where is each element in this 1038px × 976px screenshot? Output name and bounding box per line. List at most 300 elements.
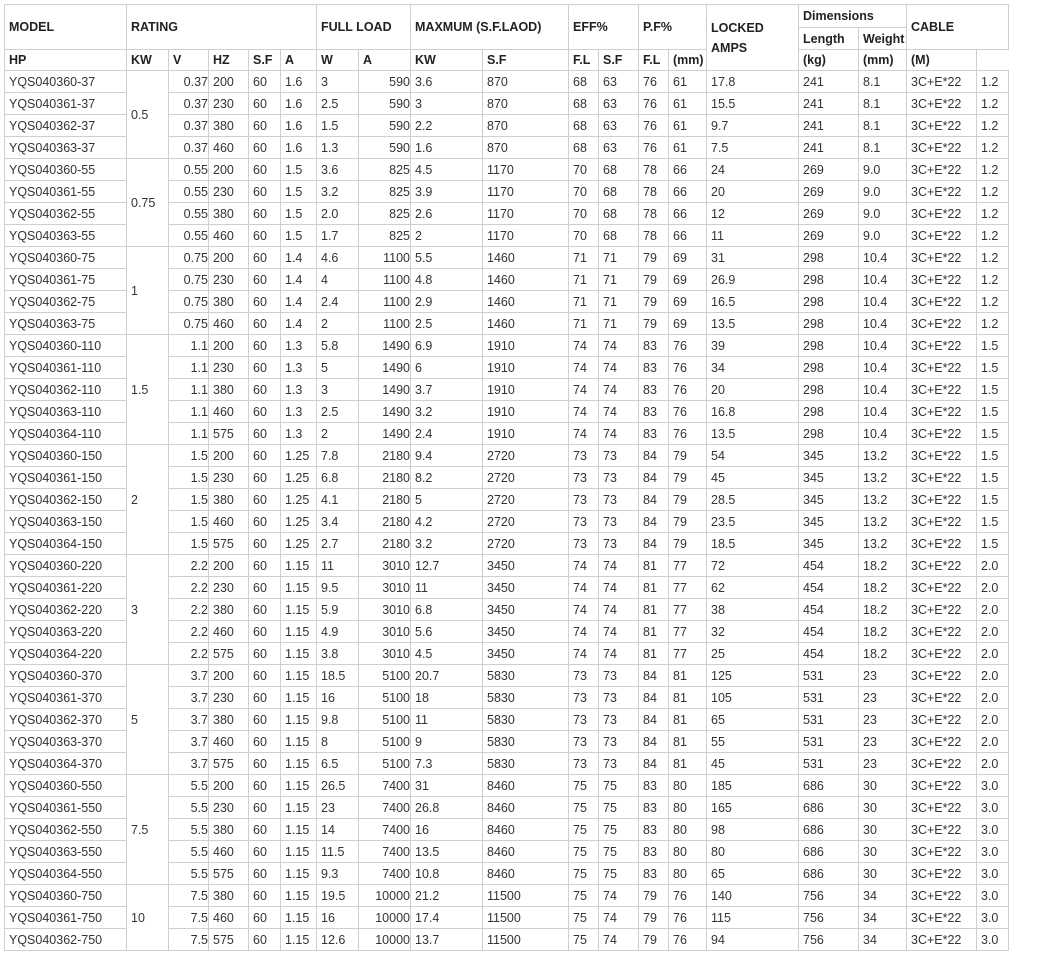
cell-pf-sf: 81: [639, 555, 669, 577]
cell-v: 460: [209, 137, 249, 159]
cell-model: YQS040363-110: [5, 401, 127, 423]
cell-fl-w: 1100: [359, 269, 411, 291]
cell-eff-sf: 70: [569, 159, 599, 181]
cell-kw: 3.7: [169, 731, 209, 753]
cell-max-a: 7.3: [411, 753, 483, 775]
cell-eff-sf: 75: [569, 863, 599, 885]
cell-v: 460: [209, 907, 249, 929]
cell-cable-mm: 3C+E*22: [907, 115, 977, 137]
cell-weight: 8.1: [859, 115, 907, 137]
cell-max-kw: 1460: [483, 313, 569, 335]
cell-eff-sf: 74: [569, 621, 599, 643]
cell-length: 454: [799, 599, 859, 621]
cell-max-kw: 1460: [483, 247, 569, 269]
cell-sf: 1.3: [281, 357, 317, 379]
cell-cable-mm: 3C+E*22: [907, 203, 977, 225]
cell-fl-w: 3010: [359, 643, 411, 665]
cell-kw: 0.37: [169, 115, 209, 137]
cell-hz: 60: [249, 621, 281, 643]
cell-max-kw: 2720: [483, 467, 569, 489]
cell-hz: 60: [249, 379, 281, 401]
cell-locked-amps: 13.5: [707, 423, 799, 445]
cell-max-kw: 3450: [483, 577, 569, 599]
cell-eff-sf: 73: [569, 665, 599, 687]
cell-pf-fl: 79: [669, 489, 707, 511]
cell-locked-amps: 45: [707, 467, 799, 489]
cell-eff-sf: 74: [569, 357, 599, 379]
cell-weight: 9.0: [859, 181, 907, 203]
cell-cable-m: 3.0: [977, 863, 1009, 885]
cell-pf-fl: 81: [669, 665, 707, 687]
cell-length: 531: [799, 709, 859, 731]
cell-locked-amps: 16.5: [707, 291, 799, 313]
cell-pf-sf: 81: [639, 621, 669, 643]
cell-cable-mm: 3C+E*22: [907, 555, 977, 577]
cell-length: 269: [799, 225, 859, 247]
cell-pf-fl: 81: [669, 687, 707, 709]
cell-cable-m: 1.2: [977, 225, 1009, 247]
cell-model: YQS040362-75: [5, 291, 127, 313]
cell-pf-sf: 83: [639, 775, 669, 797]
cell-kw: 0.55: [169, 159, 209, 181]
cell-eff-fl: 75: [599, 797, 639, 819]
cell-fl-w: 1100: [359, 313, 411, 335]
cell-eff-sf: 73: [569, 687, 599, 709]
cell-length: 686: [799, 863, 859, 885]
subheader-hp: HP: [5, 50, 127, 71]
cell-pf-fl: 81: [669, 753, 707, 775]
subheader-max-kw: KW: [411, 50, 483, 71]
cell-fl-a: 6.5: [317, 753, 359, 775]
subheader-length-mm: (mm): [669, 50, 707, 71]
cell-weight: 23: [859, 709, 907, 731]
cell-locked-amps: 25: [707, 643, 799, 665]
cell-length: 298: [799, 357, 859, 379]
cell-model: YQS040360-37: [5, 71, 127, 93]
cell-cable-mm: 3C+E*22: [907, 467, 977, 489]
cell-weight: 10.4: [859, 379, 907, 401]
cell-v: 460: [209, 225, 249, 247]
cell-pf-sf: 83: [639, 863, 669, 885]
cell-sf: 1.15: [281, 621, 317, 643]
cell-locked-amps: 16.8: [707, 401, 799, 423]
cell-max-kw: 1910: [483, 379, 569, 401]
cell-weight: 34: [859, 885, 907, 907]
cell-max-kw: 1170: [483, 225, 569, 247]
cell-model: YQS040361-75: [5, 269, 127, 291]
cell-eff-fl: 73: [599, 489, 639, 511]
cell-sf: 1.5: [281, 225, 317, 247]
cell-eff-fl: 73: [599, 687, 639, 709]
cell-cable-m: 1.2: [977, 181, 1009, 203]
cell-fl-a: 3: [317, 71, 359, 93]
cell-length: 531: [799, 665, 859, 687]
cell-fl-w: 3010: [359, 599, 411, 621]
cell-eff-sf: 73: [569, 467, 599, 489]
cell-pf-fl: 79: [669, 533, 707, 555]
cell-kw: 1.5: [169, 511, 209, 533]
cell-eff-fl: 73: [599, 709, 639, 731]
cell-fl-w: 1490: [359, 357, 411, 379]
cell-eff-sf: 75: [569, 841, 599, 863]
cell-fl-w: 1490: [359, 335, 411, 357]
cell-pf-sf: 83: [639, 841, 669, 863]
subheader-v: V: [169, 50, 209, 71]
cell-eff-fl: 74: [599, 335, 639, 357]
cell-model: YQS040362-370: [5, 709, 127, 731]
cell-pf-fl: 66: [669, 181, 707, 203]
cell-model: YQS040360-75: [5, 247, 127, 269]
cell-model: YQS040362-55: [5, 203, 127, 225]
cell-hz: 60: [249, 335, 281, 357]
cell-fl-a: 4.6: [317, 247, 359, 269]
cell-pf-fl: 80: [669, 841, 707, 863]
cell-fl-w: 7400: [359, 797, 411, 819]
cell-max-kw: 8460: [483, 797, 569, 819]
cell-cable-m: 1.2: [977, 115, 1009, 137]
cell-fl-w: 2180: [359, 511, 411, 533]
cell-pf-fl: 80: [669, 819, 707, 841]
cell-cable-m: 2.0: [977, 643, 1009, 665]
cell-max-a: 4.5: [411, 643, 483, 665]
cell-locked-amps: 11: [707, 225, 799, 247]
cell-max-kw: 5830: [483, 687, 569, 709]
cell-kw: 2.2: [169, 577, 209, 599]
cell-pf-sf: 76: [639, 115, 669, 137]
cell-fl-w: 3010: [359, 621, 411, 643]
cell-pf-sf: 84: [639, 533, 669, 555]
cell-eff-sf: 70: [569, 181, 599, 203]
cell-cable-mm: 3C+E*22: [907, 313, 977, 335]
cell-kw: 1.1: [169, 335, 209, 357]
cell-length: 298: [799, 269, 859, 291]
cell-cable-m: 2.0: [977, 621, 1009, 643]
cell-fl-a: 3.6: [317, 159, 359, 181]
cell-max-kw: 5830: [483, 665, 569, 687]
cell-weight: 10.4: [859, 313, 907, 335]
cell-pf-fl: 76: [669, 885, 707, 907]
cell-hz: 60: [249, 313, 281, 335]
cell-fl-a: 2: [317, 423, 359, 445]
cell-fl-a: 1.5: [317, 115, 359, 137]
cell-max-a: 9: [411, 731, 483, 753]
cell-locked-amps: 23.5: [707, 511, 799, 533]
cell-length: 241: [799, 137, 859, 159]
cell-max-kw: 3450: [483, 599, 569, 621]
cell-hp: 0.75: [127, 159, 169, 247]
cell-eff-sf: 73: [569, 445, 599, 467]
cell-cable-mm: 3C+E*22: [907, 335, 977, 357]
cell-model: YQS040364-110: [5, 423, 127, 445]
cell-kw: 0.37: [169, 71, 209, 93]
cell-fl-w: 2180: [359, 467, 411, 489]
cell-fl-a: 16: [317, 687, 359, 709]
cell-fl-a: 2: [317, 313, 359, 335]
cell-model: YQS040363-550: [5, 841, 127, 863]
cell-cable-m: 2.0: [977, 555, 1009, 577]
cell-pf-sf: 78: [639, 181, 669, 203]
cell-cable-m: 1.2: [977, 159, 1009, 181]
cell-cable-mm: 3C+E*22: [907, 929, 977, 951]
cell-max-a: 3: [411, 93, 483, 115]
cell-hz: 60: [249, 687, 281, 709]
cell-hp: 0.5: [127, 71, 169, 159]
cell-max-a: 13.5: [411, 841, 483, 863]
cell-cable-m: 3.0: [977, 929, 1009, 951]
cell-hz: 60: [249, 401, 281, 423]
cell-hz: 60: [249, 225, 281, 247]
cell-fl-w: 5100: [359, 665, 411, 687]
cell-sf: 1.6: [281, 115, 317, 137]
cell-eff-fl: 75: [599, 863, 639, 885]
cell-v: 200: [209, 775, 249, 797]
cell-v: 200: [209, 335, 249, 357]
cell-pf-fl: 61: [669, 137, 707, 159]
cell-weight: 9.0: [859, 159, 907, 181]
cell-eff-fl: 74: [599, 907, 639, 929]
cell-cable-m: 1.5: [977, 533, 1009, 555]
cell-v: 200: [209, 247, 249, 269]
cell-fl-w: 825: [359, 159, 411, 181]
cell-max-kw: 3450: [483, 621, 569, 643]
cell-max-a: 11: [411, 577, 483, 599]
cell-cable-m: 2.0: [977, 709, 1009, 731]
cell-hp: 3: [127, 555, 169, 665]
cell-model: YQS040361-370: [5, 687, 127, 709]
cell-cable-m: 1.5: [977, 335, 1009, 357]
cell-hz: 60: [249, 555, 281, 577]
cell-fl-a: 3.4: [317, 511, 359, 533]
cell-length: 454: [799, 643, 859, 665]
cell-eff-fl: 75: [599, 775, 639, 797]
cell-model: YQS040363-370: [5, 731, 127, 753]
cell-eff-fl: 68: [599, 203, 639, 225]
cell-v: 380: [209, 379, 249, 401]
cell-cable-m: 1.2: [977, 203, 1009, 225]
cell-cable-mm: 3C+E*22: [907, 225, 977, 247]
cell-fl-w: 5100: [359, 709, 411, 731]
cell-eff-fl: 74: [599, 599, 639, 621]
cell-weight: 10.4: [859, 247, 907, 269]
cell-eff-sf: 75: [569, 907, 599, 929]
cell-eff-fl: 68: [599, 225, 639, 247]
cell-fl-a: 26.5: [317, 775, 359, 797]
cell-locked-amps: 18.5: [707, 533, 799, 555]
cell-hp: 1: [127, 247, 169, 335]
cell-v: 230: [209, 467, 249, 489]
cell-model: YQS040362-550: [5, 819, 127, 841]
cell-model: YQS040360-750: [5, 885, 127, 907]
cell-eff-sf: 68: [569, 93, 599, 115]
cell-max-a: 17.4: [411, 907, 483, 929]
cell-pf-sf: 79: [639, 929, 669, 951]
cell-fl-w: 825: [359, 203, 411, 225]
cell-cable-m: 1.5: [977, 489, 1009, 511]
cell-pf-sf: 83: [639, 797, 669, 819]
cell-eff-sf: 73: [569, 489, 599, 511]
cell-eff-fl: 68: [599, 181, 639, 203]
cell-max-a: 4.2: [411, 511, 483, 533]
cell-model: YQS040361-55: [5, 181, 127, 203]
cell-kw: 2.2: [169, 643, 209, 665]
cell-cable-m: 1.5: [977, 423, 1009, 445]
cell-fl-a: 4.9: [317, 621, 359, 643]
cell-eff-fl: 73: [599, 445, 639, 467]
cell-max-a: 3.2: [411, 533, 483, 555]
cell-v: 230: [209, 797, 249, 819]
cell-pf-fl: 77: [669, 577, 707, 599]
cell-cable-m: 2.0: [977, 687, 1009, 709]
cell-locked-amps: 26.9: [707, 269, 799, 291]
cell-eff-fl: 74: [599, 555, 639, 577]
cell-cable-m: 2.0: [977, 665, 1009, 687]
cell-max-a: 1.6: [411, 137, 483, 159]
cell-fl-w: 10000: [359, 929, 411, 951]
cell-cable-mm: 3C+E*22: [907, 379, 977, 401]
subheader-pf-sf: S.F: [599, 50, 639, 71]
cell-max-a: 16: [411, 819, 483, 841]
cell-max-kw: 3450: [483, 643, 569, 665]
header-eff: EFF%: [569, 5, 639, 50]
cell-sf: 1.15: [281, 687, 317, 709]
cell-pf-sf: 76: [639, 71, 669, 93]
cell-length: 531: [799, 687, 859, 709]
subheader-fl-w: W: [317, 50, 359, 71]
cell-eff-sf: 73: [569, 511, 599, 533]
cell-model: YQS040360-370: [5, 665, 127, 687]
cell-weight: 23: [859, 665, 907, 687]
cell-max-kw: 870: [483, 137, 569, 159]
cell-fl-a: 9.8: [317, 709, 359, 731]
cell-locked-amps: 55: [707, 731, 799, 753]
cell-model: YQS040361-750: [5, 907, 127, 929]
cell-model: YQS040360-550: [5, 775, 127, 797]
cell-pf-fl: 69: [669, 291, 707, 313]
cell-max-a: 4.5: [411, 159, 483, 181]
cell-v: 380: [209, 115, 249, 137]
cell-cable-mm: 3C+E*22: [907, 577, 977, 599]
cell-kw: 2.2: [169, 599, 209, 621]
cell-hz: 60: [249, 599, 281, 621]
cell-pf-fl: 76: [669, 929, 707, 951]
cell-pf-sf: 84: [639, 489, 669, 511]
cell-fl-w: 3010: [359, 577, 411, 599]
cell-sf: 1.15: [281, 577, 317, 599]
cell-pf-sf: 83: [639, 401, 669, 423]
cell-cable-m: 1.2: [977, 93, 1009, 115]
subheader-row: [5, 50, 1009, 71]
cell-max-kw: 2720: [483, 511, 569, 533]
cell-eff-fl: 73: [599, 753, 639, 775]
cell-hz: 60: [249, 247, 281, 269]
cell-hz: 60: [249, 797, 281, 819]
subheader-sf: S.F: [249, 50, 281, 71]
cell-max-kw: 2720: [483, 489, 569, 511]
cell-hz: 60: [249, 775, 281, 797]
cell-sf: 1.15: [281, 665, 317, 687]
cell-max-kw: 8460: [483, 775, 569, 797]
cell-max-a: 31: [411, 775, 483, 797]
cell-fl-a: 2.5: [317, 93, 359, 115]
cell-max-kw: 1170: [483, 159, 569, 181]
cell-v: 380: [209, 885, 249, 907]
table-row: [5, 445, 1009, 467]
cell-max-a: 2.2: [411, 115, 483, 137]
cell-pf-fl: 80: [669, 863, 707, 885]
cell-weight: 34: [859, 929, 907, 951]
cell-cable-mm: 3C+E*22: [907, 489, 977, 511]
cell-length: 298: [799, 423, 859, 445]
cell-fl-w: 2180: [359, 445, 411, 467]
cell-fl-a: 16: [317, 907, 359, 929]
subheader-max-a: A: [359, 50, 411, 71]
cell-model: YQS040363-37: [5, 137, 127, 159]
cell-eff-fl: 73: [599, 467, 639, 489]
cell-fl-a: 3.2: [317, 181, 359, 203]
cell-hz: 60: [249, 665, 281, 687]
cell-length: 298: [799, 379, 859, 401]
cell-fl-w: 2180: [359, 489, 411, 511]
cell-max-a: 2.5: [411, 313, 483, 335]
table-row: [5, 555, 1009, 577]
cell-cable-mm: 3C+E*22: [907, 445, 977, 467]
cell-max-a: 13.7: [411, 929, 483, 951]
cell-eff-sf: 70: [569, 203, 599, 225]
cell-locked-amps: 12: [707, 203, 799, 225]
cell-eff-sf: 71: [569, 269, 599, 291]
cell-sf: 1.25: [281, 445, 317, 467]
cell-eff-fl: 74: [599, 357, 639, 379]
cell-sf: 1.15: [281, 797, 317, 819]
cell-kw: 5.5: [169, 775, 209, 797]
cell-length: 298: [799, 401, 859, 423]
cell-fl-a: 5: [317, 357, 359, 379]
cell-fl-a: 2.4: [317, 291, 359, 313]
cell-length: 241: [799, 93, 859, 115]
table-row: [5, 71, 1009, 93]
cell-v: 230: [209, 577, 249, 599]
cell-hz: 60: [249, 511, 281, 533]
cell-locked-amps: 185: [707, 775, 799, 797]
cell-weight: 10.4: [859, 423, 907, 445]
cell-model: YQS040361-110: [5, 357, 127, 379]
cell-kw: 1.5: [169, 489, 209, 511]
cell-fl-a: 9.3: [317, 863, 359, 885]
cell-pf-sf: 84: [639, 467, 669, 489]
cell-fl-w: 1100: [359, 247, 411, 269]
cell-fl-a: 2.7: [317, 533, 359, 555]
cell-hz: 60: [249, 357, 281, 379]
cell-eff-sf: 71: [569, 291, 599, 313]
cell-locked-amps: 13.5: [707, 313, 799, 335]
cell-cable-mm: 3C+E*22: [907, 885, 977, 907]
cell-fl-a: 5.9: [317, 599, 359, 621]
cell-cable-m: 3.0: [977, 819, 1009, 841]
cell-pf-fl: 61: [669, 115, 707, 137]
cell-eff-sf: 74: [569, 401, 599, 423]
cell-weight: 9.0: [859, 225, 907, 247]
cell-hz: 60: [249, 885, 281, 907]
cell-eff-sf: 74: [569, 423, 599, 445]
cell-v: 575: [209, 643, 249, 665]
cell-v: 200: [209, 555, 249, 577]
cell-model: YQS040360-110: [5, 335, 127, 357]
cell-max-kw: 1910: [483, 401, 569, 423]
cell-cable-m: 1.5: [977, 467, 1009, 489]
cell-kw: 1.1: [169, 357, 209, 379]
cell-weight: 23: [859, 731, 907, 753]
cell-cable-m: 3.0: [977, 841, 1009, 863]
